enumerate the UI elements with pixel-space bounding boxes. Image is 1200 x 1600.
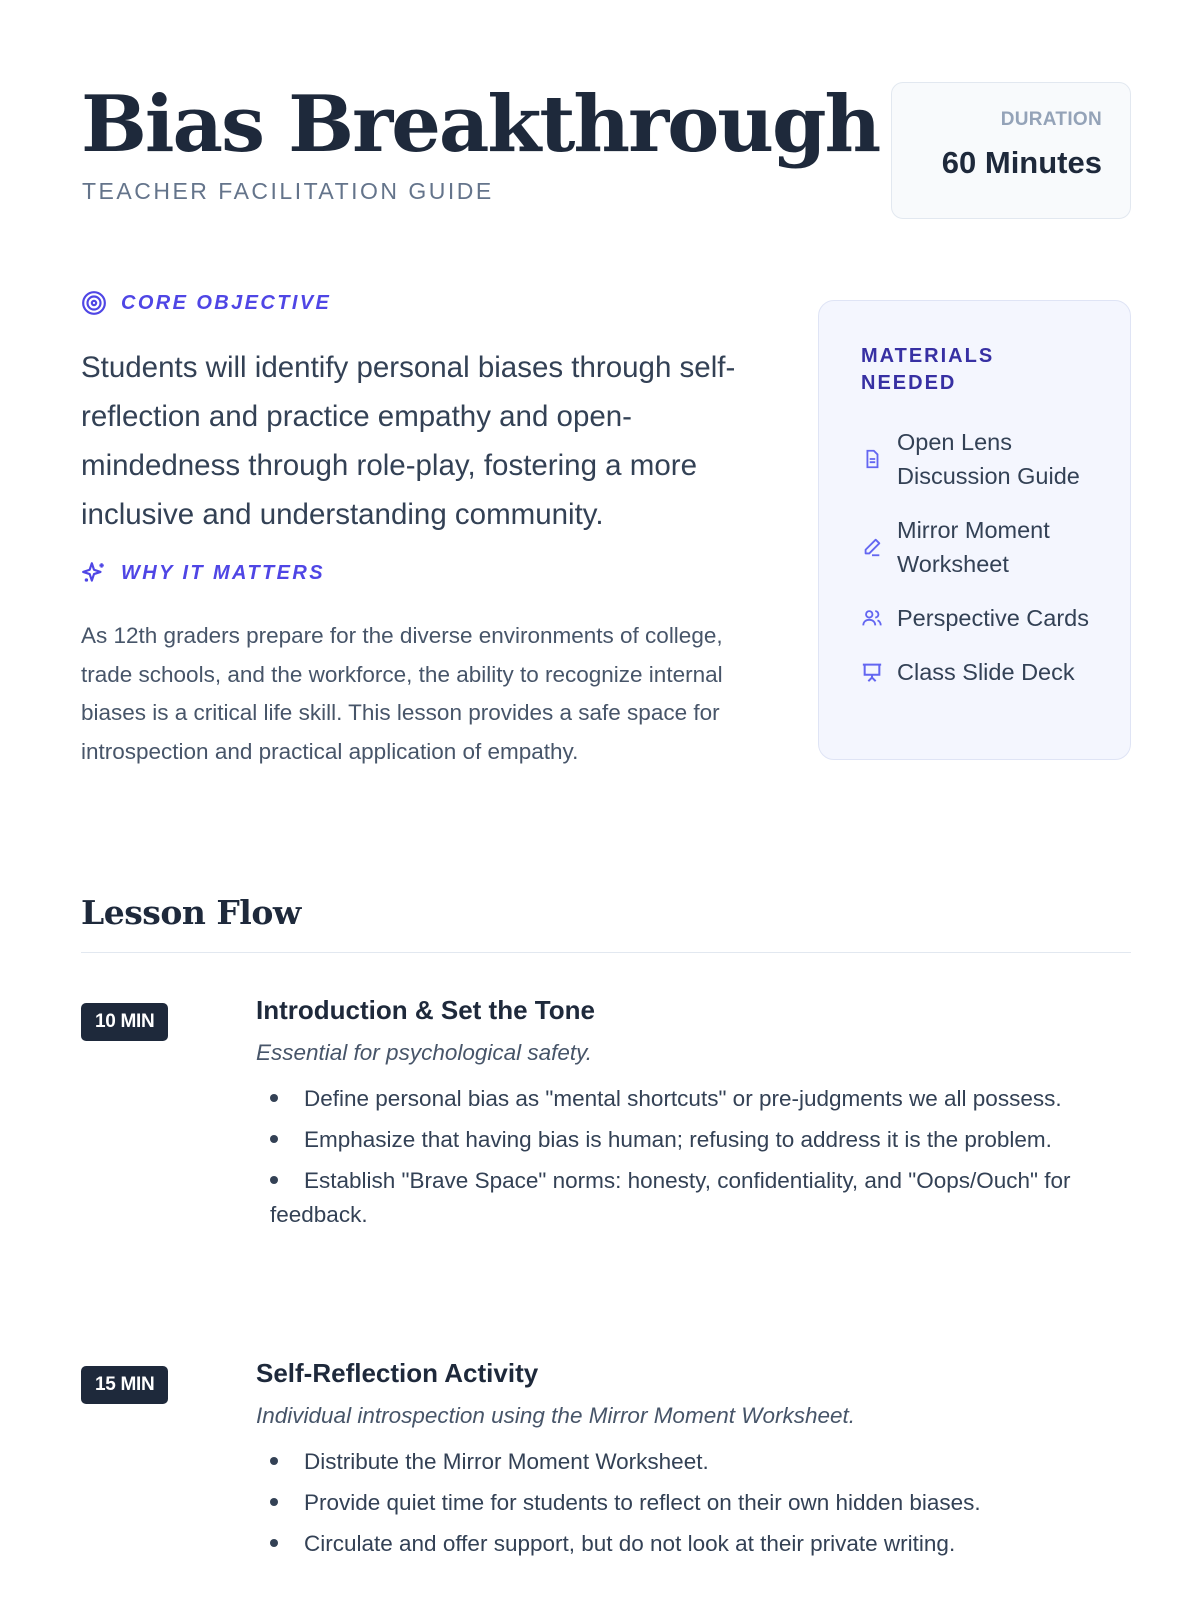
core-objective-label: CORE OBJECTIVE [121, 291, 332, 314]
step-subtitle: Essential for psychological safety. [256, 1040, 592, 1065]
step-bullets [270, 1445, 1131, 1561]
step-bullets [270, 1082, 1131, 1232]
bullet-text: Provide quiet time for students to reflect on their own hidden biases. [304, 1490, 981, 1515]
step-body [256, 1358, 1131, 1568]
material-item [861, 655, 1090, 689]
material-label: Perspective Cards [897, 605, 1089, 631]
bullet-icon [270, 1135, 278, 1143]
duration-label: DURATION [1000, 109, 1102, 130]
material-item [861, 601, 1090, 635]
time-badge: 15 MIN [81, 1366, 168, 1404]
bullet-icon [270, 1539, 278, 1547]
lesson-flow-title: Lesson Flow [81, 893, 301, 932]
why-it-matters-heading [81, 560, 325, 586]
bullet-icon [270, 1457, 278, 1465]
duration-card [891, 82, 1131, 219]
bullet-icon [270, 1498, 278, 1506]
document-icon [861, 448, 883, 470]
page-subtitle: TEACHER FACILITATION GUIDE [82, 178, 494, 204]
divider [81, 952, 1131, 953]
why-it-matters-text: As 12th graders prepare for the diverse environments of college, trade schools, and the workforce, the ability to recognize internal biases is a critical life skill. This lesson provides a safe space for introspection and practical application of empathy. [81, 623, 723, 764]
bullet-text: Define personal bias as "mental shortcuts" or pre-judgments we all possess. [304, 1086, 1062, 1111]
bullet-text: Establish "Brave Space" norms: honesty, confidentiality, and "Oops/Ouch" for feedback. [270, 1168, 1071, 1227]
material-label: Open Lens Discussion Guide [897, 429, 1080, 489]
step-subtitle: Individual introspection using the Mirror Moment Worksheet. [256, 1403, 856, 1428]
materials-title: MATERIALS NEEDED [861, 345, 995, 394]
material-item [861, 513, 1090, 581]
bullet-text: Circulate and offer support, but do not look at their private writing. [304, 1531, 956, 1556]
presentation-icon [861, 661, 883, 683]
list-item [270, 1527, 1131, 1561]
core-objective-text: Students will identify personal biases through self-reflection and practice empathy and open-mindedness through role-play, fostering a more inclusive and understanding community. [81, 351, 736, 531]
bullet-text: Distribute the Mirror Moment Worksheet. [304, 1449, 709, 1474]
list-item [270, 1082, 1131, 1116]
materials-panel [818, 300, 1131, 760]
pencil-icon [861, 536, 883, 558]
material-label: Class Slide Deck [897, 659, 1075, 685]
time-badge: 10 MIN [81, 1003, 168, 1041]
why-it-matters-label: WHY IT MATTERS [121, 561, 325, 584]
sparkles-icon [81, 560, 107, 586]
step-title: Self-Reflection Activity [256, 1358, 539, 1388]
bullet-icon [270, 1094, 278, 1102]
list-item [270, 1164, 1131, 1232]
duration-value: 60 Minutes [941, 145, 1102, 180]
material-label: Mirror Moment Worksheet [897, 517, 1050, 577]
bullet-text: Emphasize that having bias is human; refusing to address it is the problem. [304, 1127, 1052, 1152]
core-objective-heading [81, 290, 331, 316]
step-body [256, 995, 1131, 1239]
step-title: Introduction & Set the Tone [256, 995, 595, 1025]
list-item [270, 1123, 1131, 1157]
target-icon [81, 290, 107, 316]
list-item [270, 1486, 1131, 1520]
bullet-icon [270, 1176, 278, 1184]
users-icon [861, 607, 883, 629]
page-title: Bias Breakthrough [81, 79, 880, 170]
materials-list [861, 425, 1090, 689]
material-item [861, 425, 1090, 493]
list-item [270, 1445, 1131, 1479]
